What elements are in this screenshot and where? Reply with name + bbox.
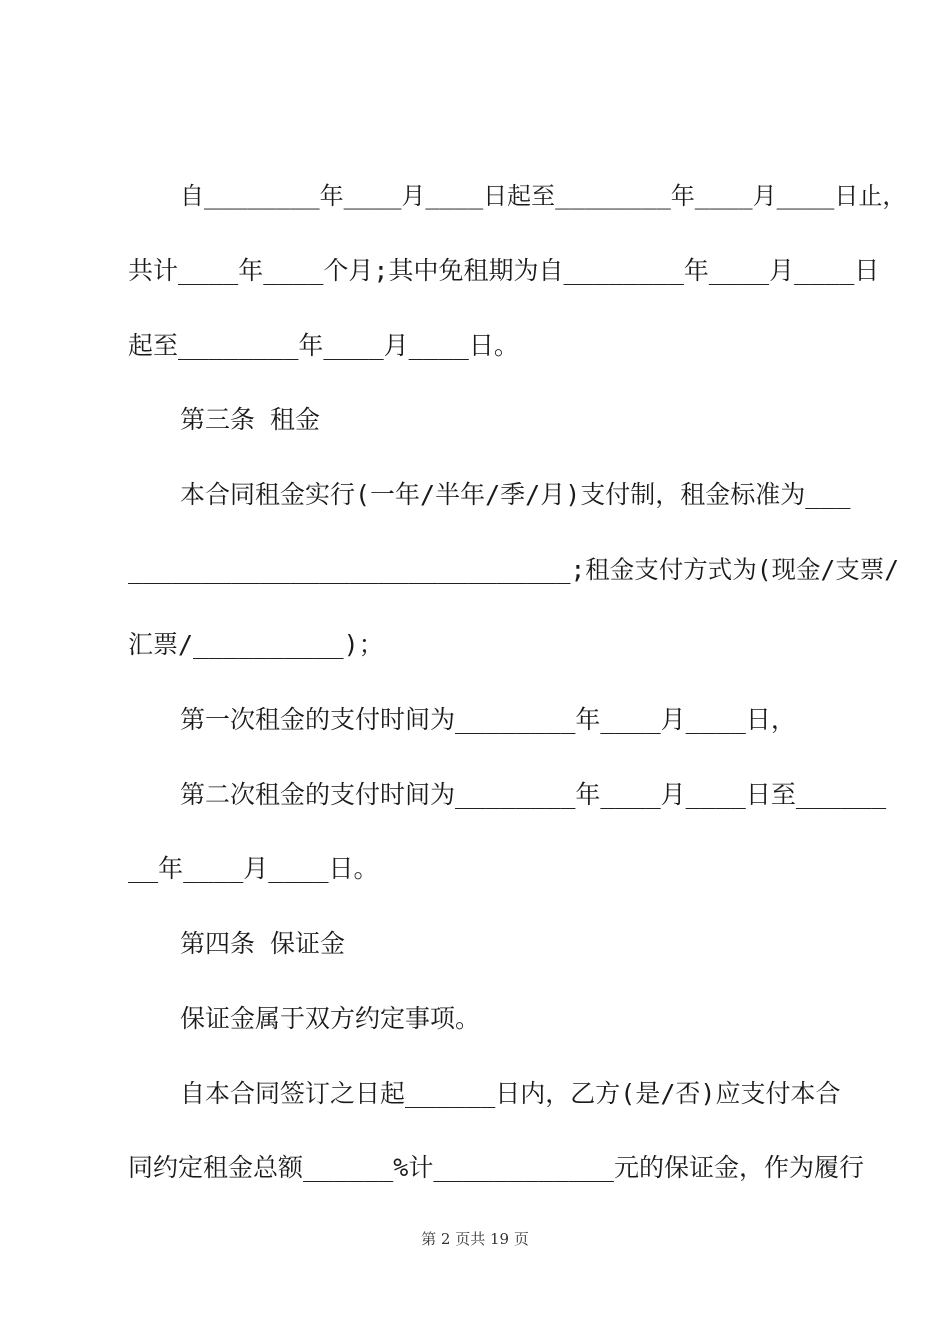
section-heading-deposit: 第四条 保证金 <box>180 929 346 958</box>
text-line-deposit-amount: 同约定租金总额______%计____________元的保证金，作为履行 <box>128 1153 864 1182</box>
page-number-footer: 第 2 页共 19 页 <box>421 1230 529 1248</box>
text-line-deposit-timing: 自本合同签订之日起______日内，乙方(是/否)应支付本合 <box>180 1079 841 1108</box>
text-line-rent-standard: 本合同租金实行(一年/半年/季/月)支付制，租金标准为___ <box>180 480 851 509</box>
text-line-deposit-agreement: 保证金属于双方约定事项。 <box>180 1004 481 1033</box>
section-heading-rent: 第三条 租金 <box>180 405 321 434</box>
text-line-second-payment: 第二次租金的支付时间为________年____月____日至______ <box>180 780 887 809</box>
text-line-lease-term: 自________年____月____日起至________年____月____日止， <box>180 182 907 210</box>
text-line-payment-other: 汇票/__________)； <box>128 630 384 659</box>
text-line-total-months: 共计____年____个月;其中免租期为自________年____月____日 <box>128 256 880 285</box>
text-line-first-payment: 第一次租金的支付时间为________年____月____日， <box>180 705 796 734</box>
text-line-rent-free-end: 起至________年____月____日。 <box>128 331 519 360</box>
text-line-payment-method: ______________________________;租金支付方式为(现金/支票/ <box>128 555 900 584</box>
text-line-second-payment-end: __年____月____日。 <box>128 854 379 883</box>
